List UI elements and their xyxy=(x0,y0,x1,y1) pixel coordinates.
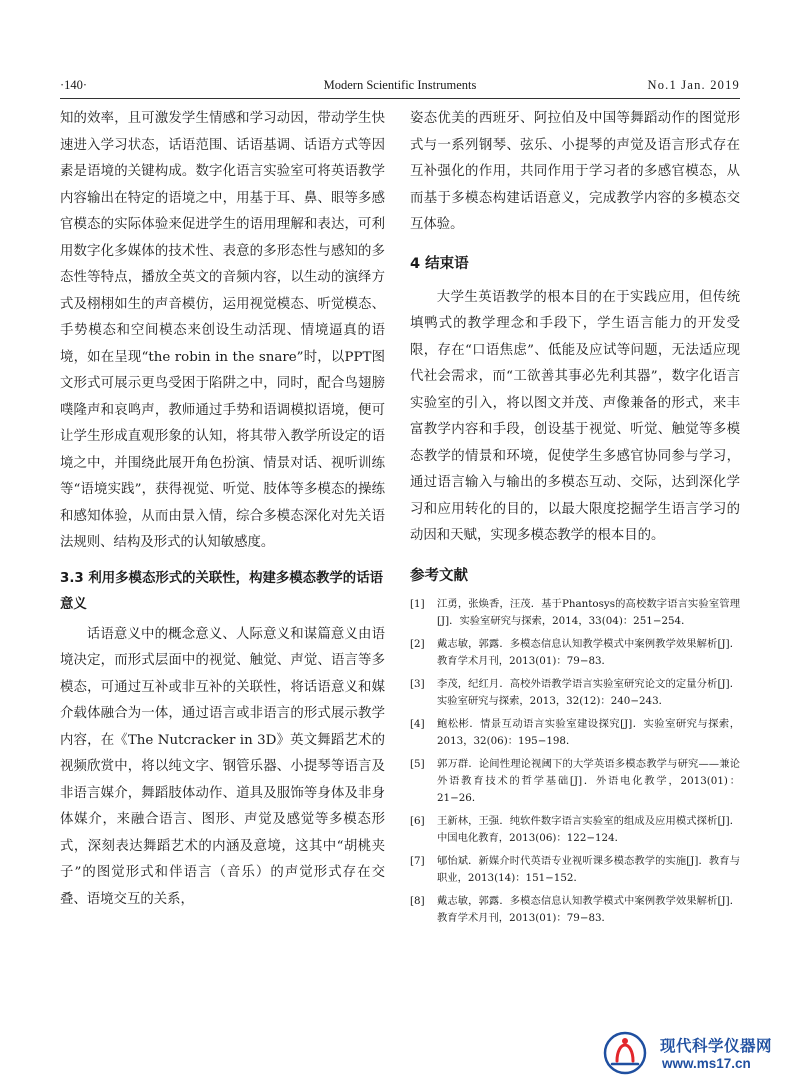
running-header xyxy=(60,78,740,98)
right-column xyxy=(410,106,740,933)
reference-text: 鲍松彬．情景互动语言实验室建设探究[J]．实验室研究与探索，2013，32(06)：195−198． xyxy=(437,717,740,747)
body-paragraph: 知的效率，且可激发学生情感和学习动因，带动学生快速进入学习状态，话语范围、话语基调、话语方式等因素是语境的关键构成。数字化语言实验室可将英语教学内容输出在特定的语境之中，用基于耳、鼻、眼等多感官模态的实际体验来促进学生的语用理解和表达，可利用数字化多媒体的技术性、表意的多形态性与感知的多态性等特点，播放全英文的音频内容，以生动的演绎方式及栩栩如生的声音模仿，运用视觉模态、听觉模态、手势模态和空间模态来创设生动活现、情境逼真的语境，如在呈现“the robin in the snare”时，以PPT图文形式可展示更鸟受困于陷阱之中，同时，配合鸟翅膀噗隆声和哀鸣声，教师通过手势和语调模拟语境，便可让学生形成直观形象的认知，将其带入教学所设定的语境之中，并围绕此展开角色扮演、情景对话、视听训练等“语境实践”，获得视觉、听觉、肢体等多模态的操练和感知体验，从而由景入情，综合多模态深化对先关语法规则、结构及形式的认知敏感度。 xyxy=(60,111,385,550)
references-heading: 参考文献 xyxy=(410,567,468,584)
reference-item xyxy=(410,756,740,807)
reference-number: [8] xyxy=(410,894,425,907)
reference-text: 戴志敏，郭露．多模态信息认知教学模式中案例教学效果解析[J]．教育学术月刊，2013(01)：79−83． xyxy=(437,894,740,924)
left-column xyxy=(60,106,385,913)
reference-number: [1] xyxy=(410,597,425,610)
site-url[interactable]: www.ms17.cn xyxy=(662,1056,751,1071)
journal-title: Modern Scientific Instruments xyxy=(323,78,477,92)
reference-item xyxy=(410,636,740,670)
reference-number: [3] xyxy=(410,677,425,690)
reference-text: 戴志敏，郭露．多模态信息认知教学模式中案例教学效果解析[J]．教育学术月刊，2013(01)：79−83． xyxy=(437,637,740,667)
reference-text: 郇怡斌．新媒介时代英语专业视听课多模态教学的实施[J]．教育与职业，2013(14)：151−152． xyxy=(437,854,740,884)
reference-item xyxy=(410,853,740,887)
reference-text: 郭万群．论间性理论视阈下的大学英语多模态教学与研究——兼论外语教育技术的哲学基础[J]．外语电化教学，2013(01)：21−26． xyxy=(437,757,740,804)
issue-info: No.1 Jan. 2019 xyxy=(647,78,740,92)
section-heading: 3.3 利用多模态形式的关联性，构建多模态教学的话语意义 xyxy=(60,570,383,612)
body-paragraph: 大学生英语教学的根本目的在于实践应用，但传统填鸭式的教学理念和手段下，学生语言能力的开发受限，存在“口语焦虑”、低能及应试等问题，无法适应现代社会需求，而“工欲善其事必先利其器”，数字化语言实验室的引入，将以图文并茂、声像兼备的形式，来丰富教学内容和手段，创设基于视觉、听觉、触觉等多模态教学的情景和环境，促使学生多感官协同参与学习，通过语言输入与输出的多模态互动、交际，达到深化学习和应用转化的目的，以最大限度挖掘学生语言学习的动因和天赋，实现多模态教学的根本目的。 xyxy=(410,289,740,543)
page-number: ·140· xyxy=(60,78,88,92)
reference-number: [5] xyxy=(410,757,425,770)
reference-item xyxy=(410,676,740,710)
body-paragraph: 话语意义中的概念意义、人际意义和谋篇意义由语境决定，而形式层面中的视觉、触觉、声觉、语言等多模态，可通过互补或非互补的关联性，将话语意义和媒介载体融合为一体，通过语言或非语言的形式展示教学内容，在《The Nutcracker in 3D》英文舞蹈艺术的视频欣赏中，将以纯文字、钢管乐器、小提琴等语言及非语言媒介，舞蹈肢体动作、道具及服饰等身体及非身体媒介，来融合语言、图形、声觉及感觉等多模态形式，深刻表达舞蹈艺术的内涵及意境，这其中“胡桃夹子”的图觉形式和伴语言（音乐）的声觉形式存在交叠、语境交互的关系， xyxy=(60,626,385,907)
reference-item xyxy=(410,596,740,630)
reference-item xyxy=(410,813,740,847)
header-rule xyxy=(60,98,740,99)
site-name: 现代科学仪器网 xyxy=(660,1037,773,1055)
reference-number: [4] xyxy=(410,717,425,730)
conclusion-heading: 4 结束语 xyxy=(410,255,469,272)
site-watermark[interactable] xyxy=(602,1030,792,1078)
body-paragraph: 姿态优美的西班牙、阿拉伯及中国等舞蹈动作的图觉形式与一系列钢琴、弦乐、小提琴的声觉及语言形式存在互补强化的作用，共同作用于学习者的多感官模态，从而基于多模态构建话语意义，完成教学内容的多模态交互体验。 xyxy=(410,111,740,232)
reference-number: [6] xyxy=(410,814,425,827)
reference-item xyxy=(410,893,740,927)
reference-text: 李茂，纪红月．高校外语教学语言实验室研究论文的定量分析[J]．实验室研究与探索，2013，32(12)：240−243． xyxy=(437,677,740,707)
reference-text: 江勇，张焕香，汪茂．基于Phantosys的高校数字语言实验室管理[J]．实验室研究与探索，2014，33(04)：251−254． xyxy=(437,597,740,627)
reference-list xyxy=(410,596,740,927)
reference-text: 王新林，王强．纯软件数字语言实验室的组成及应用模式探析[J]．中国电化教育，2013(06)：122−124． xyxy=(437,814,740,844)
instrument-logo-icon xyxy=(602,1030,648,1076)
reference-number: [2] xyxy=(410,637,425,650)
reference-number: [7] xyxy=(410,854,425,867)
reference-item xyxy=(410,716,740,750)
